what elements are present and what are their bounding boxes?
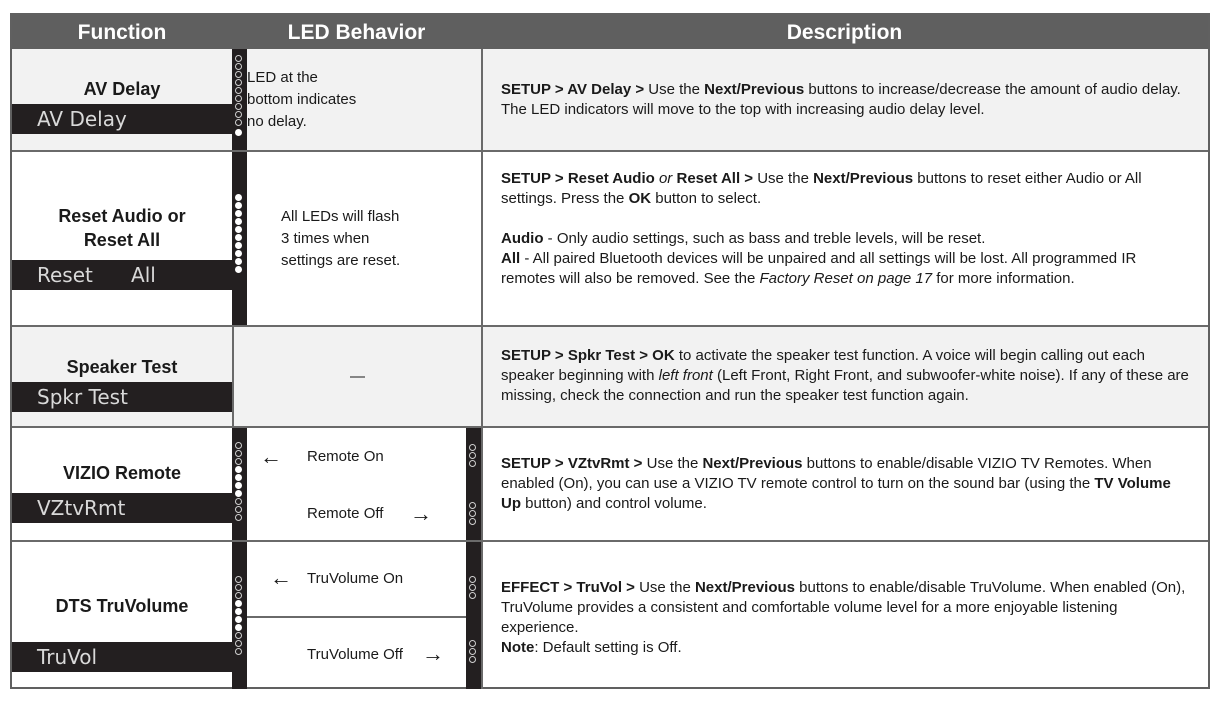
description-cell xyxy=(481,152,1208,325)
function-title: VIZIO Remote xyxy=(62,463,182,483)
led-strip-right xyxy=(466,428,481,540)
function-cell xyxy=(12,428,232,540)
led-behavior-cell: — xyxy=(350,368,365,385)
description-text: EFFECT > TruVol > Use the Next/Previous buttons to enable/disable TruVolume. When enabled (On), TruVolume provides a consistent and comfortable volume level for a more enjoyable listening experience. xyxy=(501,579,1186,636)
led-off-icon xyxy=(469,502,476,509)
led-off-icon xyxy=(469,656,476,663)
led-on-icon xyxy=(235,250,242,257)
led-off-icon xyxy=(235,79,242,86)
led-off-icon xyxy=(235,514,242,521)
led-on-icon xyxy=(235,258,242,265)
table-header xyxy=(12,15,1208,49)
led-off-icon xyxy=(235,648,242,655)
led-strip xyxy=(232,428,247,540)
description-text: SETUP > AV Delay > Use the Next/Previous buttons to increase/decrease the amount of audio delay. The LED indicators will move to the top with increasing audio delay level. xyxy=(501,81,1181,118)
description-text: Audio - Only audio settings, such as bass and treble levels, will be reset. xyxy=(501,230,986,247)
led-text-line: settings are reset. xyxy=(281,252,401,269)
led-on-icon xyxy=(235,194,242,201)
led-off-icon xyxy=(469,460,476,467)
led-strip xyxy=(232,542,247,689)
led-off-icon xyxy=(469,584,476,591)
led-on-icon xyxy=(235,234,242,241)
function-title: Speaker Test xyxy=(66,357,178,377)
led-off-icon xyxy=(469,640,476,647)
table-row-speaker-test xyxy=(12,325,1208,426)
led-off-icon xyxy=(235,111,242,118)
left-arrow-icon: ← xyxy=(270,565,292,590)
led-behavior-cell xyxy=(247,49,483,150)
led-off-icon xyxy=(235,450,242,457)
led-text-line: LED at the xyxy=(247,69,318,86)
led-off-icon xyxy=(235,458,242,465)
description-text: SETUP > Spkr Test > OK to activate the speaker test function. A voice will begin calling out each speaker beginning with left front (Left Front, Right Front, and subwoofer-white noise). If any of these are missing, check the connection and run the speaker test function again. xyxy=(501,347,1189,404)
header-led-behavior: LED Behavior xyxy=(287,21,426,44)
right-arrow-icon: → xyxy=(410,501,432,526)
lcd-display: VZtvRmt xyxy=(12,493,232,523)
lcd-display: Reset All xyxy=(12,260,232,290)
led-on-icon xyxy=(235,218,242,225)
led-text-line: bottom indicates xyxy=(247,91,357,108)
led-on-icon xyxy=(235,129,242,136)
led-off-label: TruVolume Off xyxy=(307,646,403,663)
led-on-icon xyxy=(235,466,242,473)
description-text: SETUP > VZtvRmt > Use the Next/Previous buttons to enable/disable VIZIO TV Remotes. When enabled (On), you can use a VIZIO TV remote control to turn on the sound bar (using the TV Volume Up button) and control volume. xyxy=(501,455,1171,512)
description-cell xyxy=(481,327,1208,426)
led-on-icon xyxy=(235,616,242,623)
right-arrow-icon: → xyxy=(422,641,444,666)
led-text-line: 3 times when xyxy=(281,230,370,247)
led-off-icon xyxy=(235,63,242,70)
led-off-icon xyxy=(235,87,242,94)
led-off-icon xyxy=(469,592,476,599)
description-note: Note: Default setting is Off. xyxy=(501,639,682,656)
led-on-label: Remote On xyxy=(307,448,384,465)
led-off-icon xyxy=(235,506,242,513)
led-on-icon xyxy=(235,482,242,489)
led-on-label: TruVolume On xyxy=(307,570,404,587)
table-row-av-delay xyxy=(12,49,1208,150)
led-off-icon xyxy=(235,55,242,62)
function-title: AV Delay xyxy=(83,79,161,99)
table-row-vizio-remote xyxy=(12,426,1208,540)
lcd-display: Spkr Test xyxy=(12,382,232,412)
led-on-icon xyxy=(235,624,242,631)
led-off-icon xyxy=(469,518,476,525)
led-off-icon xyxy=(469,648,476,655)
led-off-icon xyxy=(235,576,242,583)
led-strip-right xyxy=(466,542,481,689)
table-row-reset xyxy=(12,150,1208,325)
led-on-icon xyxy=(235,202,242,209)
led-on-icon xyxy=(235,474,242,481)
lcd-display: AV Delay xyxy=(12,104,232,134)
led-off-label: Remote Off xyxy=(307,505,384,522)
function-table xyxy=(10,13,1210,689)
led-strip xyxy=(232,152,247,325)
header-description: Description xyxy=(786,21,903,44)
function-cell xyxy=(12,542,232,689)
led-on-icon xyxy=(235,210,242,217)
led-off-icon xyxy=(469,510,476,517)
function-title: DTS TruVolume xyxy=(55,596,189,616)
led-off-icon xyxy=(235,71,242,78)
led-off-icon xyxy=(469,576,476,583)
led-off-icon xyxy=(469,452,476,459)
description-text: SETUP > Reset Audio or Reset All > Use the Next/Previous buttons to reset either Audio or All settings. Press the OK button to select. xyxy=(501,170,1142,207)
function-cell xyxy=(12,49,232,150)
led-on-icon xyxy=(235,608,242,615)
description-text: All - All paired Bluetooth devices will be unpaired and all settings will be lost. All programmed IR remotes will also be removed. See the Factory Reset on page 17 for more information. xyxy=(501,250,1137,287)
led-on-icon xyxy=(235,600,242,607)
led-on-icon xyxy=(235,226,242,233)
table-row-truvolume xyxy=(12,540,1208,689)
led-strip xyxy=(232,49,247,150)
led-text-line: no delay. xyxy=(247,113,307,130)
sub-divider xyxy=(247,616,466,618)
description-cell xyxy=(481,428,1208,540)
led-off-icon xyxy=(235,119,242,126)
function-cell xyxy=(12,152,232,325)
led-off-icon xyxy=(235,584,242,591)
led-off-icon xyxy=(469,444,476,451)
function-title-line2: Reset All xyxy=(83,230,161,250)
description-cell xyxy=(481,542,1208,689)
function-title: Reset Audio or xyxy=(58,206,186,226)
led-off-icon xyxy=(235,592,242,599)
led-off-icon xyxy=(235,95,242,102)
led-on-icon xyxy=(235,242,242,249)
header-function: Function xyxy=(77,21,167,44)
led-off-icon xyxy=(235,498,242,505)
left-arrow-icon: ← xyxy=(260,444,282,469)
led-off-icon xyxy=(235,640,242,647)
lcd-display: TruVol xyxy=(12,642,232,672)
led-off-icon xyxy=(235,442,242,449)
led-on-icon xyxy=(235,490,242,497)
led-off-icon xyxy=(235,632,242,639)
function-cell xyxy=(12,327,232,426)
led-off-icon xyxy=(235,103,242,110)
led-on-icon xyxy=(235,266,242,273)
description-cell xyxy=(481,49,1208,150)
led-text-line: All LEDs will flash xyxy=(281,208,400,225)
